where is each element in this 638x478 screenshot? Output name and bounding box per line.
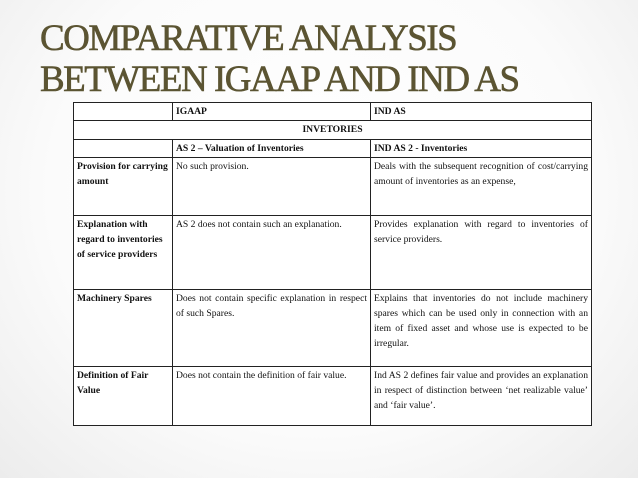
standard-igaap: AS 2 – Valuation of Inventories	[173, 140, 371, 158]
section-title-row	[74, 121, 592, 140]
row-label: Machinery Spares	[74, 290, 173, 367]
table-row	[74, 367, 592, 426]
ind-as-cell: Provides explanation with regard to inventories of service providers.	[371, 216, 592, 290]
igaap-cell: AS 2 does not contain such an explanation.	[173, 216, 371, 290]
row-label: Provision for carrying amount	[74, 158, 173, 216]
table-row	[74, 216, 592, 290]
slide-title	[40, 18, 519, 100]
table-header-row	[74, 103, 592, 121]
header-ind-as: IND AS	[371, 103, 592, 121]
ind-as-cell: Ind AS 2 defines fair value and provides an explanation in respect of distinction between ‘net realizable value’ and ‘fair value’.	[371, 367, 592, 426]
comparison-table	[73, 102, 592, 426]
slide-title-line-1: COMPARATIVE ANALYSIS	[40, 18, 457, 59]
section-title: INVETORIES	[74, 121, 592, 140]
igaap-cell: No such provision.	[173, 158, 371, 216]
standards-empty-cell	[74, 140, 173, 158]
ind-as-cell: Deals with the subsequent recognition of cost/carrying amount of inventories as an expense,	[371, 158, 592, 216]
standards-row	[74, 140, 592, 158]
ind-as-cell: Explains that inventories do not include machinery spares which can be used only in connection with an item of fixed asset and whose use is expected to be irregular.	[371, 290, 592, 367]
row-label: Explanation with regard to inventories of service providers	[74, 216, 173, 290]
row-label: Definition of Fair Value	[74, 367, 173, 426]
table-row	[74, 158, 592, 216]
header-empty-cell	[74, 103, 173, 121]
igaap-cell: Does not contain specific explanation in respect of such Spares.	[173, 290, 371, 367]
igaap-cell: Does not contain the definition of fair value.	[173, 367, 371, 426]
slide-title-line-2: BETWEEN IGAAP AND IND AS	[40, 59, 519, 100]
table-row	[74, 290, 592, 367]
header-igaap: IGAAP	[173, 103, 371, 121]
standard-ind-as: IND AS 2 - Inventories	[371, 140, 592, 158]
